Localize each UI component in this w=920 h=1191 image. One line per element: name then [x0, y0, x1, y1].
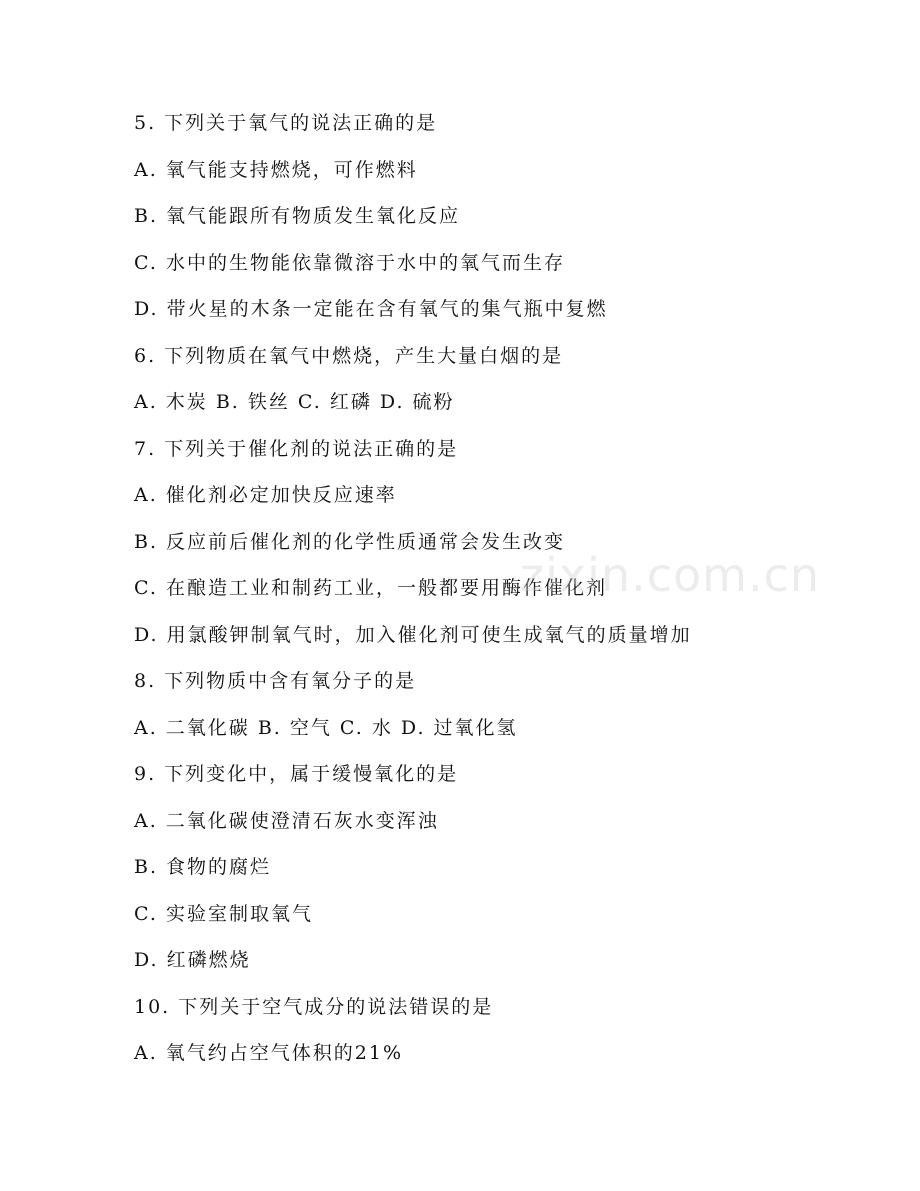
- question-5-option-a: A. 氧气能支持燃烧，可作燃料: [134, 158, 418, 181]
- question-6-stem: 6. 下列物质在氧气中燃烧，产生大量白烟的是: [134, 344, 564, 367]
- question-7-stem: 7. 下列关于催化剂的说法正确的是: [134, 437, 459, 460]
- question-8-stem: 8. 下列物质中含有氧分子的是: [134, 670, 417, 692]
- question-8-options: A. 二氧化碳 B. 空气 C. 水 D. 过氧化氢: [134, 716, 518, 739]
- question-9-option-c: C. 实验室制取氧气: [134, 902, 313, 925]
- question-5-option-d: D. 带火星的木条一定能在含有氧气的集气瓶中复燃: [134, 298, 608, 320]
- question-5-option-c: C. 水中的生物能依靠微溶于水中的氧气而生存: [134, 251, 565, 274]
- question-9-option-d: D. 红磷燃烧: [134, 949, 251, 971]
- watermark: zixin.com.cn: [520, 548, 821, 602]
- question-10-option-a: A. 氧气约占空气体积的21%: [134, 1042, 404, 1064]
- question-5-option-b: B. 氧气能跟所有物质发生氧化反应: [134, 205, 461, 227]
- question-9-stem: 9. 下列变化中，属于缓慢氧化的是: [134, 763, 459, 785]
- question-7-option-a: A. 催化剂必定加快反应速率: [134, 484, 397, 506]
- question-list: [134, 108, 834, 1085]
- question-9-option-b: B. 食物的腐烂: [134, 856, 272, 878]
- question-7-option-d: D. 用氯酸钾制氧气时，加入催化剂可使生成氧气的质量增加: [134, 623, 692, 646]
- question-7-option-b: B. 反应前后催化剂的化学性质通常会发生改变: [134, 530, 566, 553]
- question-10-stem: 10. 下列关于空气成分的说法错误的是: [134, 995, 494, 1018]
- question-5-stem: 5. 下列关于氧气的说法正确的是: [134, 112, 438, 134]
- question-7-option-c: C. 在酿造工业和制药工业，一般都要用酶作催化剂: [134, 577, 607, 599]
- question-6-options: A. 木炭 B. 铁丝 C. 红磷 D. 硫粉: [134, 391, 455, 413]
- question-9-option-a: A. 二氧化碳使澄清石灰水变浑浊: [134, 809, 439, 832]
